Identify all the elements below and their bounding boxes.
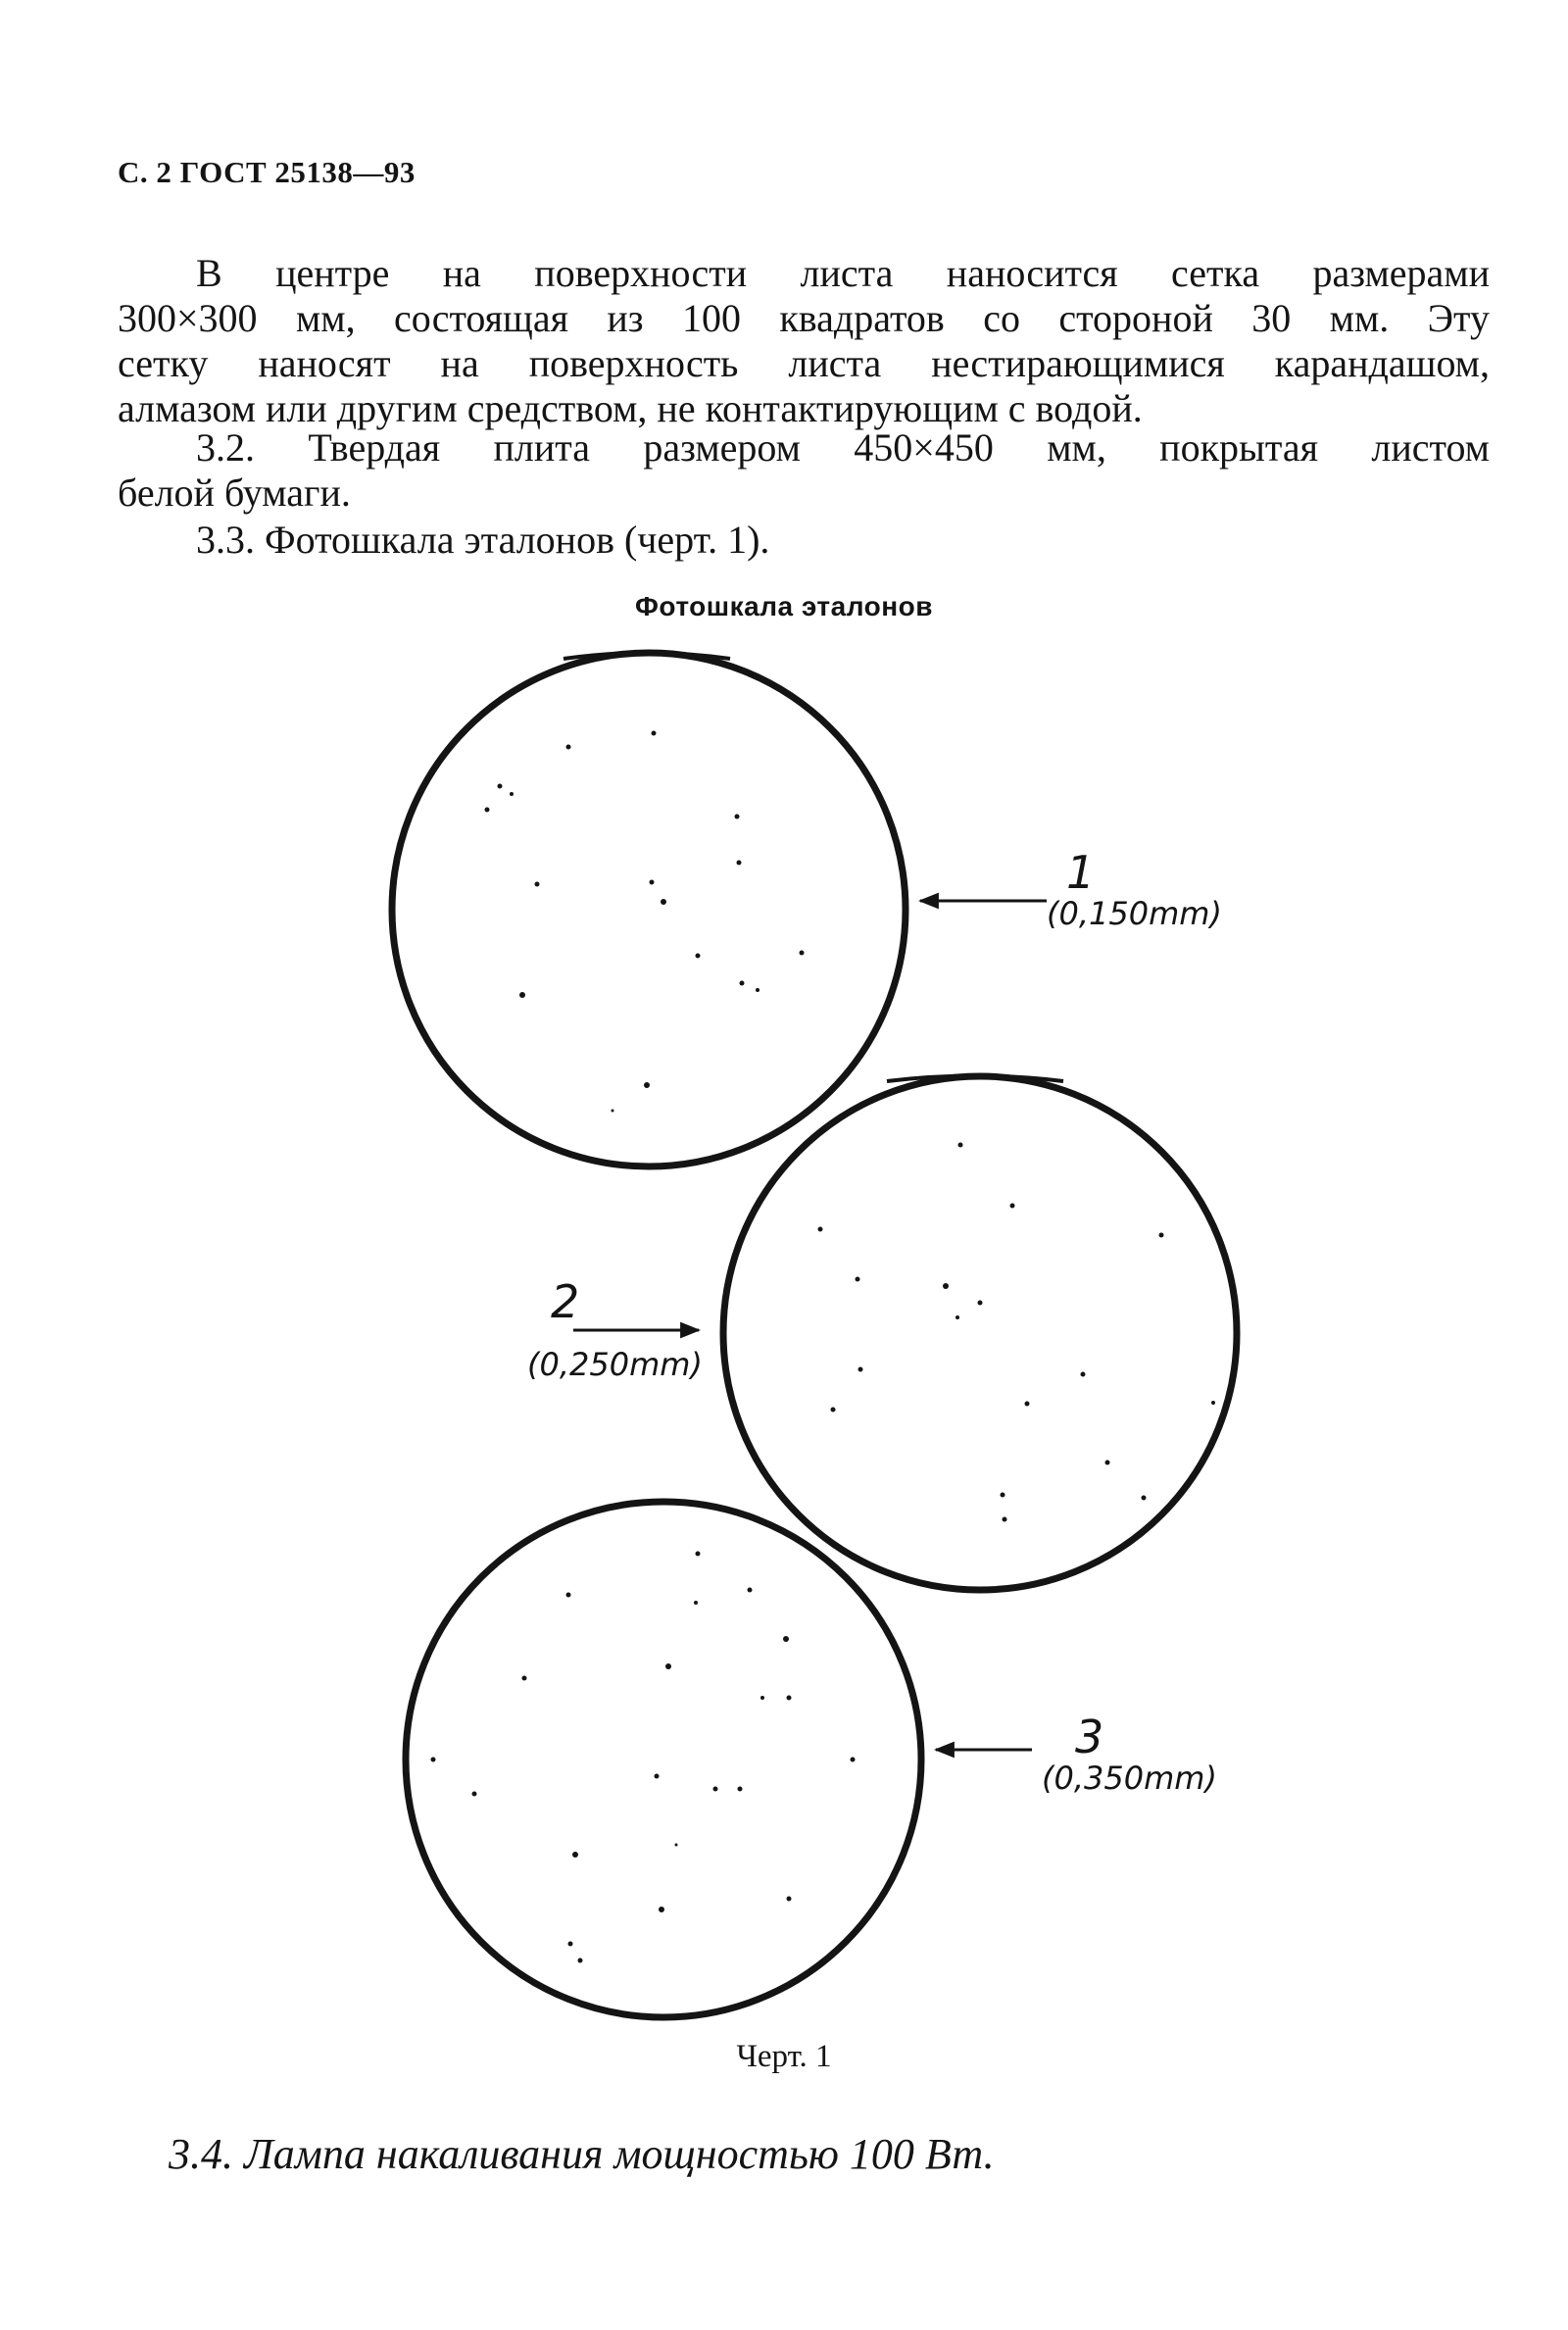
callout-3: [1042, 1710, 1217, 1798]
reference-circle-3: [406, 1502, 921, 2017]
callout-value: (0,350mm): [1042, 1760, 1217, 1797]
text-line: алмазом или другим средством, не контактирующим с водой.: [118, 386, 1143, 430]
reference-circle-2: [723, 1076, 1237, 1591]
callout-value: (0,150mm): [1047, 895, 1222, 932]
callout-1: [1047, 846, 1222, 933]
figure-caption: Черт. 1: [736, 2039, 832, 2074]
speck-dots-1: [485, 731, 805, 1113]
text-line: сетку наносят на поверхность листа нестирающимися карандашом,: [118, 341, 1490, 385]
text-line: белой бумаги.: [118, 471, 351, 515]
text-line: В центре на поверхности листа наносится сетка размерами: [196, 251, 1490, 295]
callout-number: 1: [1066, 846, 1096, 899]
callout-number: 3: [1075, 1710, 1104, 1763]
text-line: 300×300 мм, состоящая из 100 квадратов со стороной 30 мм. Эту: [118, 296, 1490, 340]
text-line: 3.2. Твердая плита размером 450×450 мм, покрытая листом: [196, 425, 1490, 470]
running-header: С. 2 ГОСТ 25138—93: [118, 155, 416, 189]
speck-dots-2: [818, 1143, 1216, 1522]
text-line: 3.3. Фотошкала эталонов (черт. 1).: [196, 518, 770, 562]
callout-number: 2: [551, 1275, 580, 1328]
paragraph-3-4: 3.4. Лампа накаливания мощностью 100 Вт.: [169, 2130, 995, 2178]
callout-2: [527, 1275, 703, 1384]
callout-value: (0,250mm): [527, 1346, 703, 1383]
speck-dots-3: [431, 1552, 856, 1963]
reference-circle-1: [392, 653, 906, 1166]
figure-title: Фотошкала эталонов: [635, 591, 933, 621]
